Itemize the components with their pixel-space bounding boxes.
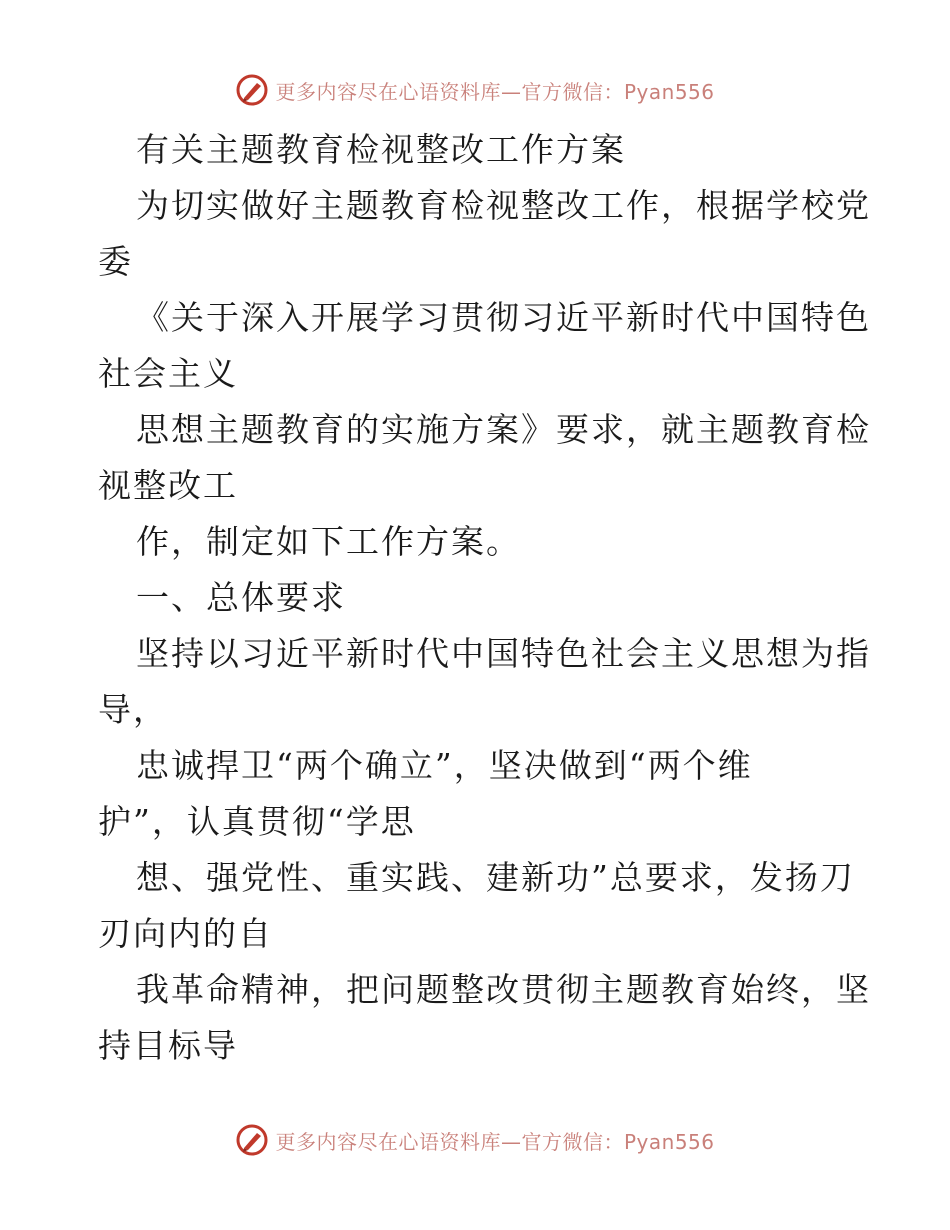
document-body: [98, 122, 871, 1074]
header-banner: [0, 70, 950, 110]
document-line: 视整改工: [98, 466, 238, 505]
banner-wechat-id: Pyan556: [623, 79, 715, 104]
footer-banner: [0, 1120, 950, 1160]
document-line: 作，制定如下工作方案。: [136, 522, 521, 561]
banner-separator: —: [500, 79, 522, 104]
banner-separator: —: [500, 1129, 522, 1154]
document-line: 忠诚捍卫“两个确立”，坚决做到“两个维: [136, 746, 753, 785]
pen-logo-icon: [235, 73, 269, 107]
document-line: 《关于深入开展学习贯彻习近平新时代中国特色: [136, 298, 871, 337]
document-line: 有关主题教育检视整改工作方案: [136, 130, 626, 169]
banner-wechat-label: 官方微信：: [521, 1129, 624, 1154]
document-line: 持目标导: [98, 1026, 238, 1065]
document-line: 导，: [98, 690, 168, 729]
document-line: 想、强党性、重实践、建新功”总要求，发扬刀: [136, 858, 855, 897]
banner-slogan: 更多内容尽在心语资料库: [275, 79, 501, 104]
document-line: 护”，认真贯彻“学思: [98, 802, 416, 841]
document-line: 一、总体要求: [136, 578, 346, 617]
banner-text: [275, 1126, 714, 1155]
pen-logo-icon: [235, 1123, 269, 1157]
banner-text: [275, 76, 714, 105]
banner-wechat-id: Pyan556: [623, 1129, 715, 1154]
document-line: 委: [98, 242, 133, 281]
banner-wechat-label: 官方微信：: [521, 79, 624, 104]
document-line: 我革命精神，把问题整改贯彻主题教育始终，坚: [136, 970, 871, 1009]
document-line: 为切实做好主题教育检视整改工作，根据学校党: [136, 186, 871, 225]
document-line: 坚持以习近平新时代中国特色社会主义思想为指: [136, 634, 871, 673]
document-line: 思想主题教育的实施方案》要求，就主题教育检: [136, 410, 871, 449]
document-line: 社会主义: [98, 354, 238, 393]
banner-slogan: 更多内容尽在心语资料库: [275, 1129, 501, 1154]
document-line: 刃向内的自: [98, 914, 273, 953]
